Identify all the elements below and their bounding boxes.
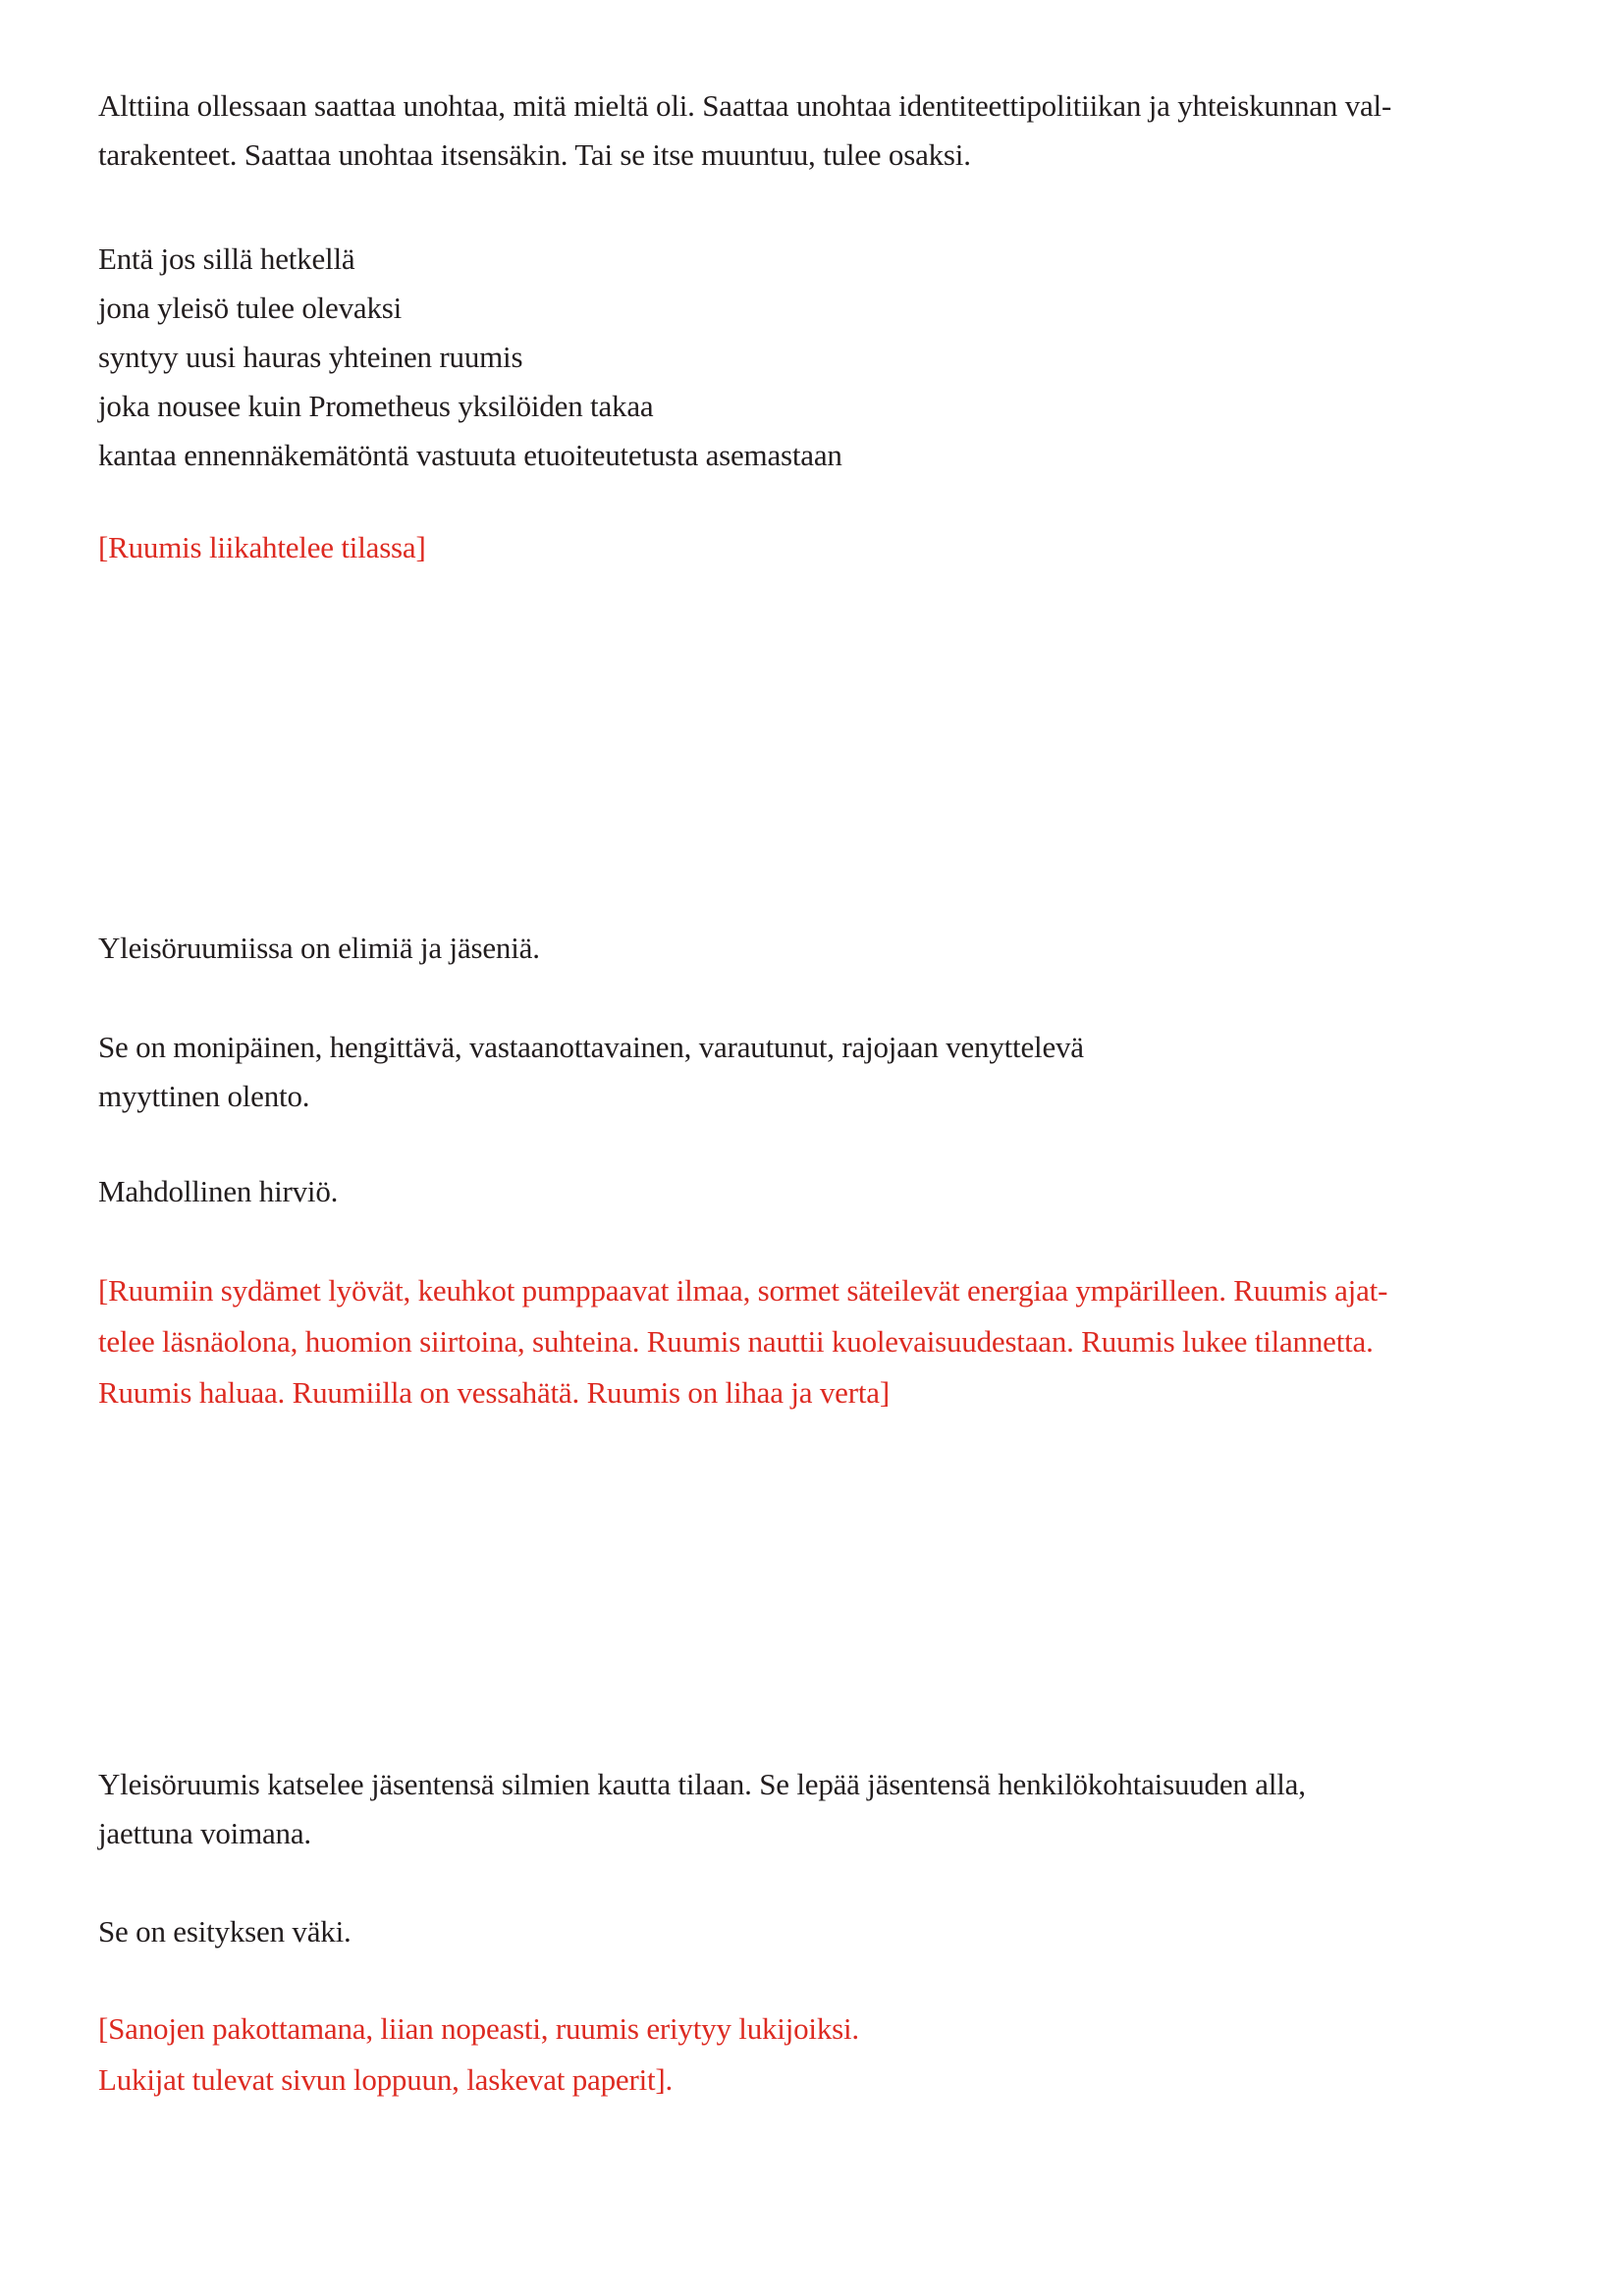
paragraph-4 [98, 1167, 1565, 1216]
stage-direction-line: Ruumis haluaa. Ruumiilla on vessahätä. Ruumis on lihaa ja verta] [98, 1375, 890, 1410]
verse-line: Entä jos sillä hetkellä [98, 241, 355, 276]
stage-direction-2 [98, 1265, 1565, 1418]
text-line: Se on esityksen väki. [98, 1914, 352, 1949]
stage-direction-3 [98, 2003, 1565, 2106]
verse-line: syntyy uusi hauras yhteinen ruumis [98, 340, 523, 374]
verse-line: jona yleisö tulee olevaksi [98, 291, 403, 325]
verse-line: kantaa ennennäkemätöntä vastuuta etuoiteutetusta asemastaan [98, 438, 842, 472]
text-line: Yleisöruumiissa on elimiä ja jäseniä. [98, 931, 540, 965]
text-line: Alttiina ollessaan saattaa unohtaa, mitä mieltä oli. Saattaa unohtaa identiteettipolitiikan ja yhteiskunnan val- [98, 88, 1392, 123]
stage-direction-line: Lukijat tulevat sivun loppuun, laskevat paperit]. [98, 2062, 674, 2097]
text-line: myyttinen olento. [98, 1079, 310, 1113]
text-line: jaettuna voimana. [98, 1816, 311, 1850]
stage-direction-line: [Ruumiin sydämet lyövät, keuhkot pumppaavat ilmaa, sormet säteilevät energiaa ympärilleen. Ruumis ajat- [98, 1273, 1388, 1308]
stanza [98, 235, 1565, 480]
stage-direction-line: telee läsnäolona, huomion siirtoina, suhteina. Ruumis nauttii kuolevaisuudestaan. Ruumis lukee tilannetta. [98, 1324, 1374, 1359]
stage-direction-line: [Ruumis liikahtelee tilassa] [98, 530, 426, 564]
paragraph-2 [98, 924, 1565, 973]
text-line: Se on monipäinen, hengittävä, vastaanottavainen, varautunut, rajojaan venyttelevä [98, 1030, 1084, 1064]
paragraph-1 [98, 81, 1565, 180]
text-line: Yleisöruumis katselee jäsentensä silmien kautta tilaan. Se lepää jäsentensä henkilökohtaisuuden alla, [98, 1767, 1306, 1801]
stage-direction-1 [98, 523, 1565, 572]
paragraph-6 [98, 1907, 1565, 1956]
stage-direction-line: [Sanojen pakottamana, liian nopeasti, ruumis eriytyy lukijoiksi. [98, 2011, 859, 2046]
text-line: tarakenteet. Saattaa unohtaa itsensäkin. Tai se itse muuntuu, tulee osaksi. [98, 137, 971, 172]
verse-line: joka nousee kuin Prometheus yksilöiden takaa [98, 389, 654, 423]
paragraph-5 [98, 1760, 1565, 1858]
text-line: Mahdollinen hirviö. [98, 1174, 339, 1208]
paragraph-3 [98, 1023, 1565, 1121]
